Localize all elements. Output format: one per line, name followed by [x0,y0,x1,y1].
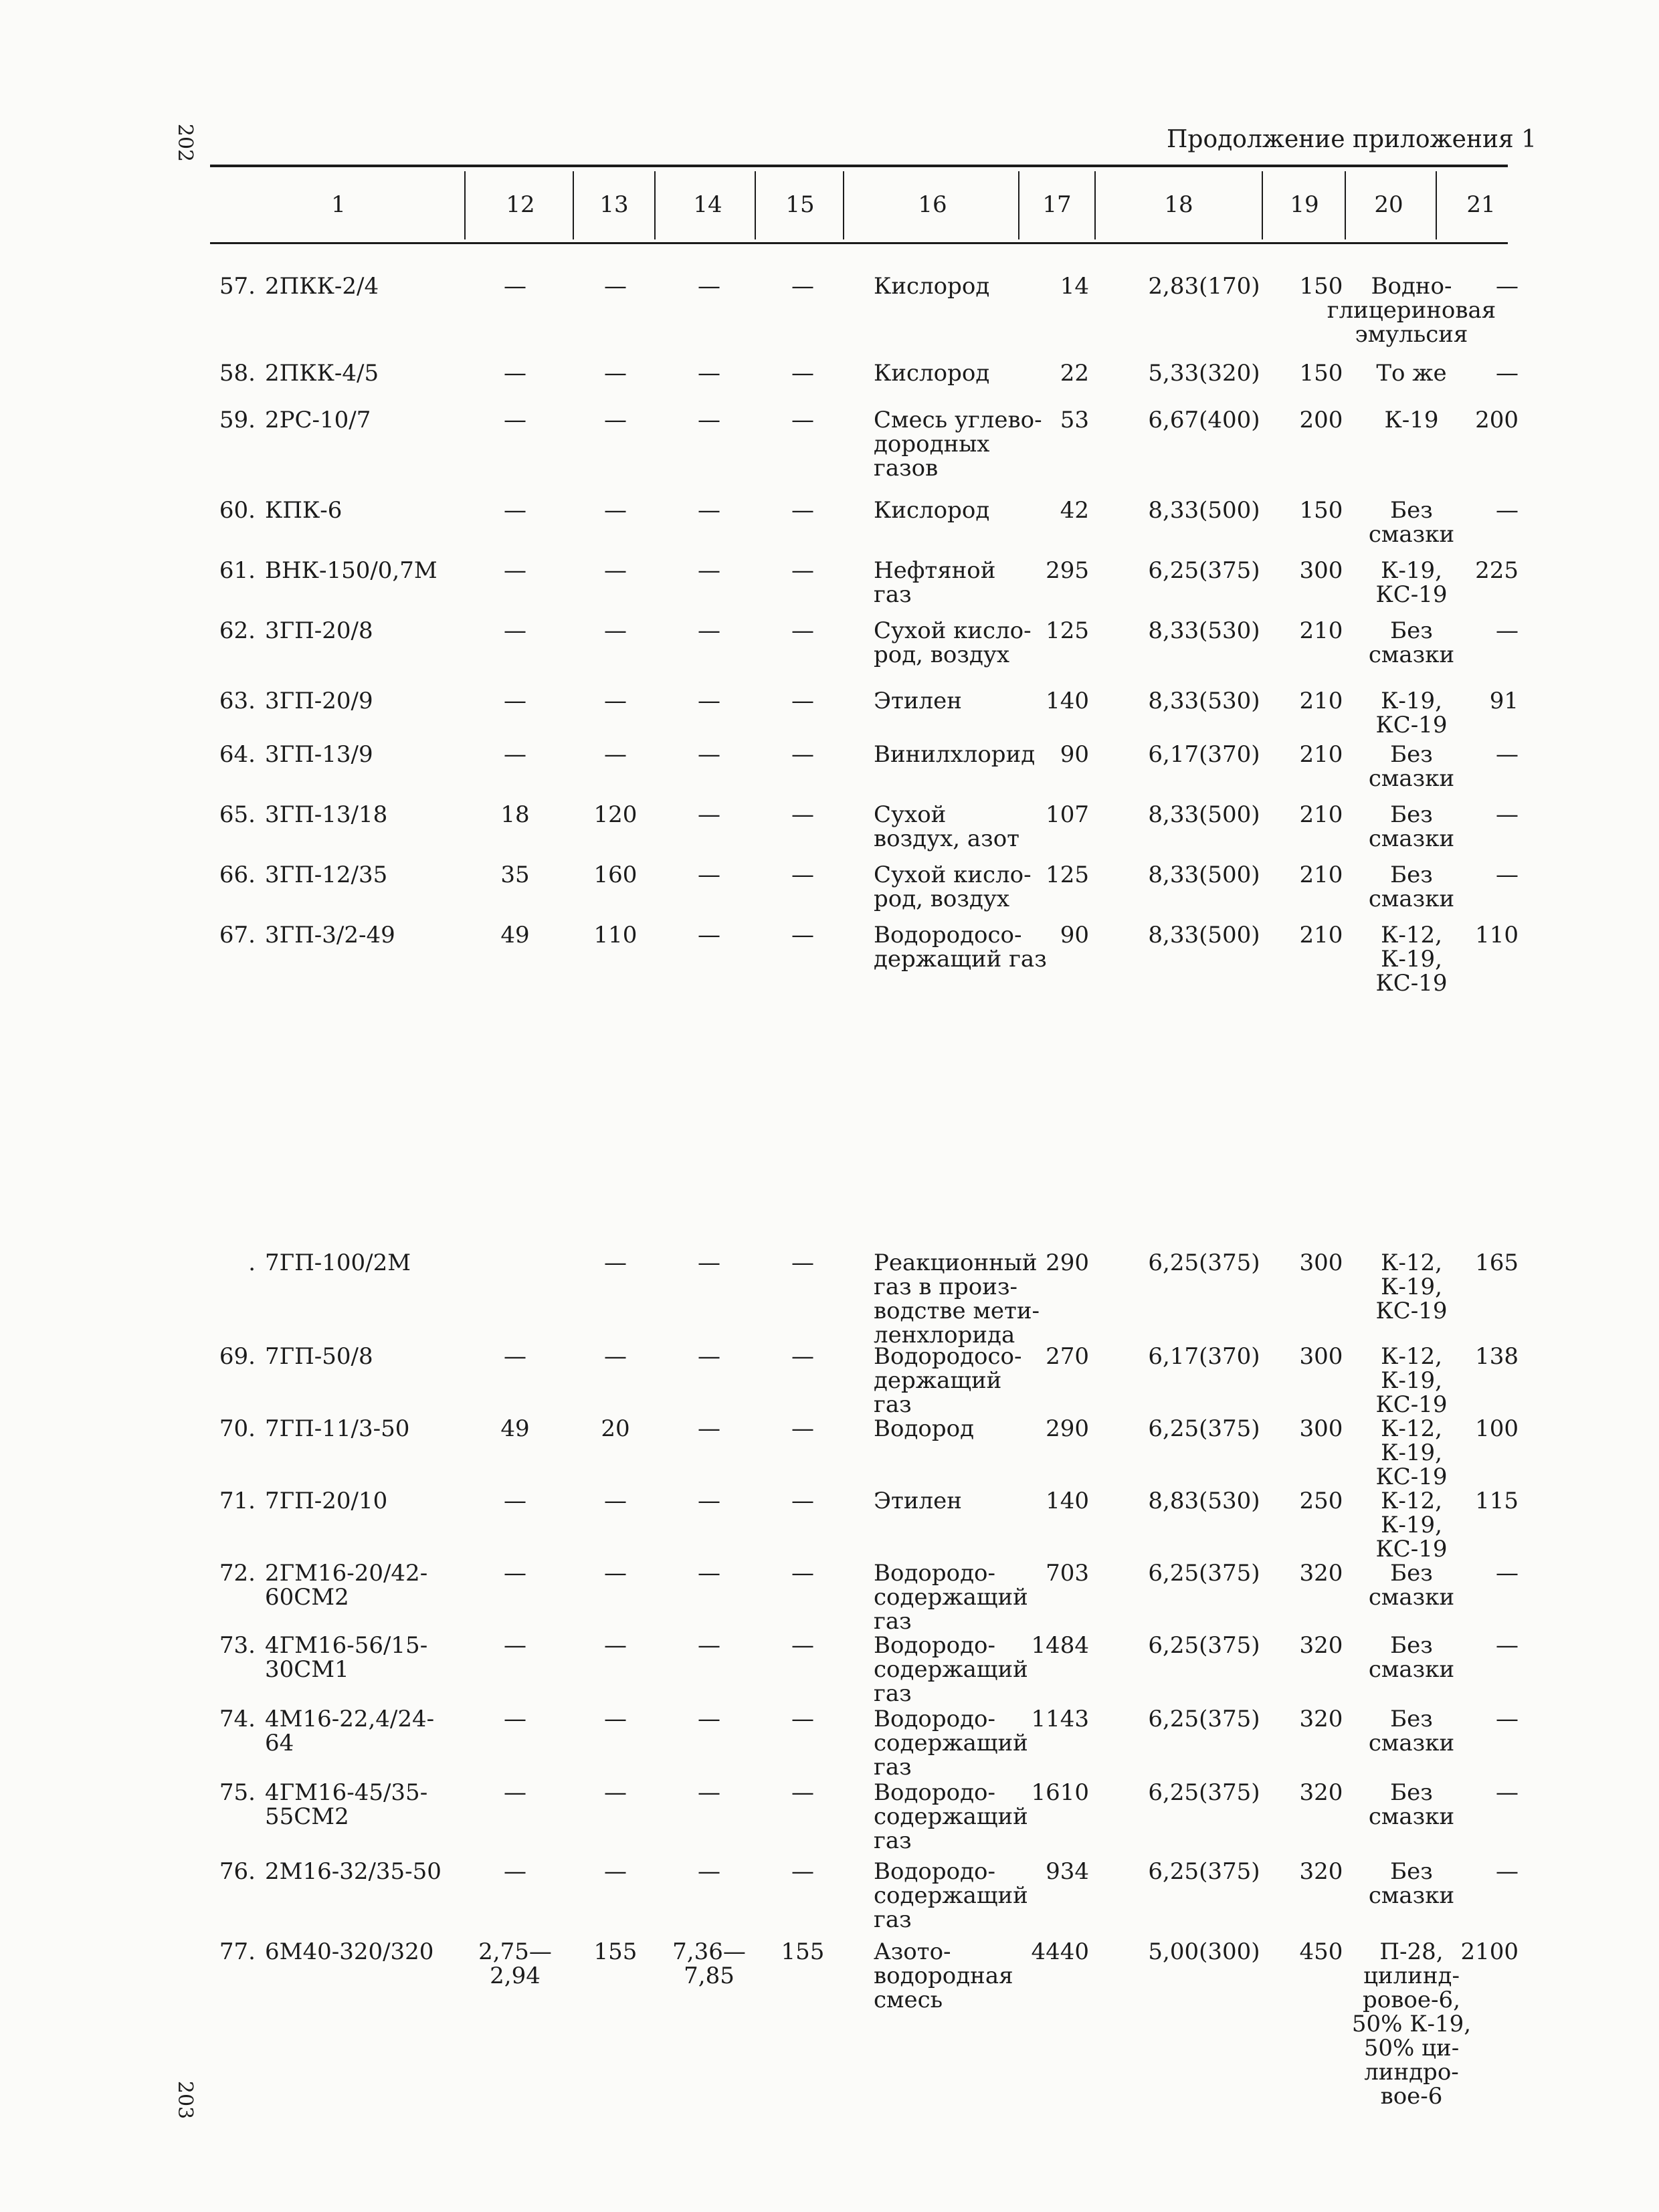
col-12-value: 49 [500,1415,530,1442]
col-19-value: 250 [1299,1488,1343,1514]
compressed-gas: Кислород [874,360,990,387]
col-13-value: — [604,273,627,300]
col-13-value: 20 [601,1415,630,1442]
col-17-value: 1143 [1031,1706,1089,1732]
col-14-value: — [698,407,720,433]
col-21-value: 200 [1475,407,1519,433]
col-13-value: — [604,1779,627,1806]
row-number: 58. [219,360,256,387]
col-19-value: 300 [1299,557,1343,584]
col-19-value: 300 [1299,1415,1343,1442]
lubricant: Без смазки [1368,497,1455,548]
compressor-model: 3ГП-20/8 [265,617,373,644]
row-number: 69. [219,1343,256,1370]
col-12-value: — [504,1560,526,1587]
col-19-value: 300 [1299,1343,1343,1370]
header-divider [573,171,574,239]
row-number: 73. [219,1632,256,1659]
col-12-value: — [504,1858,526,1885]
col-14-value: — [698,497,720,524]
col-13-value: — [604,1560,627,1587]
col-13-value: — [604,1343,627,1370]
col-14-value: — [698,862,720,888]
compressor-model: КПК-6 [265,497,343,524]
row-number: 66. [219,862,256,888]
col-15-value: — [791,1632,814,1659]
header-divider [755,171,756,239]
lubricant: Без смазки [1368,617,1455,668]
column-header: 20 [1374,191,1403,218]
col-13-value: — [604,688,627,714]
compressor-model: 7ГП-50/8 [265,1343,373,1370]
col-15-value: — [791,688,814,714]
col-19-value: 210 [1299,801,1343,828]
col-14-value: — [698,1343,720,1370]
lubricant: Без смазки [1368,741,1455,792]
col-17-value: 4440 [1031,1938,1089,1965]
col-19-value: 450 [1299,1938,1343,1965]
col-15-value: — [791,1858,814,1885]
col-19-value: 320 [1299,1779,1343,1806]
col-19-value: 210 [1299,617,1343,644]
col-17-value: 107 [1046,801,1089,828]
col-21-value: — [1496,1858,1519,1885]
column-header: 19 [1290,191,1319,218]
col-14-value: — [698,922,720,948]
compressed-gas: Смесь углево- дородных газов [874,407,1042,482]
page-caption: Продолжение приложения 1 [1167,126,1537,153]
compressor-model: 3ГП-12/35 [265,862,388,888]
row-number: 64. [219,741,256,768]
col-18-value: 8,83(530) [1148,1488,1260,1514]
col-21-value: — [1496,497,1519,524]
col-15-value: — [791,922,814,948]
col-17-value: 90 [1060,741,1089,768]
col-17-value: 125 [1046,862,1089,888]
col-14-value: — [698,688,720,714]
col-15-value: — [791,1249,814,1276]
col-18-value: 8,33(500) [1148,497,1260,524]
lubricant: К-12, К-19, КС-19 [1375,1249,1448,1324]
col-17-value: 90 [1060,922,1089,948]
compressed-gas: Сухой кисло- род, воздух [874,617,1032,668]
header-divider [843,171,844,239]
compressed-gas: Водородосо- держащий газ [874,1343,1022,1418]
col-18-value: 6,25(375) [1148,1415,1260,1442]
col-14-value: — [698,1249,720,1276]
col-17-value: 290 [1046,1415,1089,1442]
compressor-model: 3ГП-13/18 [265,801,388,828]
col-18-value: 6,25(375) [1148,1858,1260,1885]
header-divider [654,171,656,239]
col-14-value: — [698,1706,720,1732]
lubricant: Без смазки [1368,1858,1455,1909]
col-13-value: 155 [593,1938,638,1965]
lubricant: К-12, К-19, КС-19 [1375,1415,1448,1490]
row-number: 75. [219,1779,256,1806]
col-17-value: 140 [1046,688,1089,714]
col-12-value: 2,75— 2,94 [478,1938,552,1989]
col-19-value: 300 [1299,1249,1343,1276]
col-21-value: — [1496,862,1519,888]
column-header: 18 [1164,191,1193,218]
col-12-value: — [504,1343,526,1370]
lubricant: Без смазки [1368,1779,1455,1830]
header-divider [1436,171,1437,239]
row-number: 59. [219,407,256,433]
row-number: 70. [219,1415,256,1442]
col-18-value: 6,25(375) [1148,557,1260,584]
compressor-model: ВНК-150/0,7М [265,557,437,584]
col-12-value: — [504,741,526,768]
col-18-value: 6,25(375) [1148,1706,1260,1732]
col-18-value: 6,25(375) [1148,1560,1260,1587]
col-13-value: 120 [593,801,638,828]
col-21-value: — [1496,1779,1519,1806]
compressed-gas: Сухой кисло- род, воздух [874,862,1032,912]
lubricant: К-19 [1384,407,1439,433]
table-header-rule [210,242,1508,244]
compressor-model: 3ГП-20/9 [265,688,373,714]
col-19-value: 320 [1299,1560,1343,1587]
col-19-value: 320 [1299,1858,1343,1885]
col-15-value: — [791,801,814,828]
row-number: . [248,1249,256,1276]
col-21-value: — [1496,360,1519,387]
col-21-value: — [1496,801,1519,828]
col-15-value: — [791,557,814,584]
lubricant: К-19, КС-19 [1375,688,1448,738]
compressed-gas: Водородо- содержащий газ [874,1858,1028,1933]
col-21-value: 115 [1475,1488,1519,1514]
col-15-value: — [791,273,814,300]
col-14-value: — [698,741,720,768]
col-14-value: — [698,1779,720,1806]
col-12-value: — [504,273,526,300]
compressed-gas: Кислород [874,273,990,300]
compressed-gas: Водородо- содержащий газ [874,1560,1028,1635]
col-19-value: 200 [1299,407,1343,433]
row-number: 63. [219,688,256,714]
column-header: 21 [1466,191,1496,218]
col-15-value: — [791,1560,814,1587]
col-12-value: — [504,1706,526,1732]
col-18-value: 8,33(500) [1148,922,1260,948]
col-19-value: 150 [1299,497,1343,524]
col-12-value: — [504,688,526,714]
col-18-value: 5,00(300) [1148,1938,1260,1965]
header-divider [1094,171,1096,239]
col-13-value: 160 [593,862,638,888]
col-21-value: 138 [1475,1343,1519,1370]
compressed-gas: Сухой воздух, азот [874,801,1019,852]
compressed-gas: Этилен [874,688,962,714]
col-18-value: 5,33(320) [1148,360,1260,387]
col-18-value: 6,17(370) [1148,741,1260,768]
column-header: 14 [693,191,722,218]
col-18-value: 2,83(170) [1148,273,1260,300]
column-header: 1 [331,191,346,218]
col-18-value: 6,67(400) [1148,407,1260,433]
col-13-value: — [604,1249,627,1276]
col-14-value: — [698,557,720,584]
col-13-value: — [604,1488,627,1514]
compressed-gas: Водородо- содержащий газ [874,1779,1028,1854]
col-13-value: — [604,741,627,768]
col-14-value: — [698,1858,720,1885]
lubricant: К-12, К-19, КС-19 [1375,1343,1448,1418]
page-number-top: 202 [173,123,197,163]
col-15-value: 155 [781,1938,825,1965]
col-15-value: — [791,862,814,888]
col-17-value: 14 [1060,273,1089,300]
col-19-value: 320 [1299,1632,1343,1659]
col-14-value: — [698,1632,720,1659]
col-19-value: 210 [1299,922,1343,948]
lubricant: То же [1376,360,1447,387]
header-divider [464,171,466,239]
col-17-value: 295 [1046,557,1089,584]
col-21-value: 100 [1475,1415,1519,1442]
compressor-model: 2М16-32/35-50 [265,1858,442,1885]
compressed-gas: Этилен [874,1488,962,1514]
col-21-value: 2100 [1460,1938,1519,1965]
col-17-value: 290 [1046,1249,1089,1276]
row-number: 74. [219,1706,256,1732]
col-14-value: — [698,360,720,387]
lubricant: Без смазки [1368,1560,1455,1611]
row-number: 77. [219,1938,256,1965]
col-15-value: — [791,1488,814,1514]
col-15-value: — [791,1415,814,1442]
column-header: 17 [1042,191,1072,218]
col-14-value: — [698,1488,720,1514]
row-number: 76. [219,1858,256,1885]
col-18-value: 8,33(500) [1148,862,1260,888]
col-12-value: 18 [500,801,530,828]
compressor-model: 2ПКК-2/4 [265,273,379,300]
lubricant: Без смазки [1368,1632,1455,1683]
col-14-value: — [698,273,720,300]
col-19-value: 320 [1299,1706,1343,1732]
col-21-value: — [1496,741,1519,768]
lubricant: Без смазки [1368,1706,1455,1756]
column-header: 16 [918,191,947,218]
compressed-gas: Кислород [874,497,990,524]
col-12-value: 35 [500,862,530,888]
compressed-gas: Водородо- содержащий газ [874,1706,1028,1781]
col-18-value: 8,33(530) [1148,617,1260,644]
compressor-model: 4ГМ16-45/35- 55СМ2 [265,1779,428,1830]
col-14-value: 7,36— 7,85 [672,1938,746,1989]
col-12-value: — [504,1488,526,1514]
col-18-value: 6,25(375) [1148,1632,1260,1659]
column-header: 13 [599,191,629,218]
compressor-model: 3ГП-13/9 [265,741,373,768]
col-21-value: 91 [1489,688,1519,714]
col-17-value: 1610 [1031,1779,1089,1806]
col-21-value: 165 [1475,1249,1519,1276]
col-14-value: — [698,617,720,644]
col-18-value: 6,25(375) [1148,1779,1260,1806]
col-17-value: 125 [1046,617,1089,644]
row-number: 67. [219,922,256,948]
col-21-value: — [1496,617,1519,644]
compressed-gas: Водородо- содержащий газ [874,1632,1028,1707]
col-21-value: — [1496,1706,1519,1732]
col-19-value: 150 [1299,360,1343,387]
col-19-value: 150 [1299,273,1343,300]
row-number: 62. [219,617,256,644]
col-13-value: 110 [593,922,638,948]
col-12-value: — [504,617,526,644]
col-21-value: 225 [1475,557,1519,584]
col-15-value: — [791,617,814,644]
col-17-value: 53 [1060,407,1089,433]
col-21-value: 110 [1475,922,1519,948]
column-header: 12 [506,191,535,218]
col-14-value: — [698,1415,720,1442]
compressor-model: 3ГП-3/2-49 [265,922,395,948]
col-12-value: 49 [500,922,530,948]
col-21-value: — [1496,273,1519,300]
col-15-value: — [791,1343,814,1370]
col-13-value: — [604,360,627,387]
col-19-value: 210 [1299,688,1343,714]
compressed-gas: Винилхлорид [874,741,1036,768]
compressor-model: 7ГП-11/3-50 [265,1415,410,1442]
col-17-value: 934 [1046,1858,1089,1885]
compressor-model: 7ГП-20/10 [265,1488,388,1514]
col-18-value: 8,33(530) [1148,688,1260,714]
col-15-value: — [791,741,814,768]
col-13-value: — [604,1632,627,1659]
col-12-value: — [504,1779,526,1806]
row-number: 72. [219,1560,256,1587]
col-17-value: 140 [1046,1488,1089,1514]
compressed-gas: Водородосо- держащий газ [874,922,1047,973]
compressor-model: 7ГП-100/2М [265,1249,411,1276]
col-18-value: 6,17(370) [1148,1343,1260,1370]
compressed-gas: Нефтяной газ [874,557,996,608]
col-15-value: — [791,1779,814,1806]
col-14-value: — [698,801,720,828]
col-15-value: — [791,407,814,433]
col-21-value: — [1496,1632,1519,1659]
lubricant: П-28, цилинд- ровое-6, 50% К-19, 50% ци- линдро- вое-6 [1351,1938,1472,2110]
col-18-value: 8,33(500) [1148,801,1260,828]
col-13-value: — [604,557,627,584]
row-number: 71. [219,1488,256,1514]
header-divider [1262,171,1263,239]
compressor-model: 2ПКК-4/5 [265,360,379,387]
col-19-value: 210 [1299,862,1343,888]
compressed-gas: Азото- водородная смесь [874,1938,1013,2013]
col-13-value: — [604,1706,627,1732]
header-divider [1345,171,1346,239]
row-number: 60. [219,497,256,524]
lubricant: Водно- глицериновая эмульсия [1327,273,1496,348]
lubricant: Без смазки [1368,801,1455,852]
compressor-model: 4М16-22,4/24- 64 [265,1706,435,1756]
col-17-value: 270 [1046,1343,1089,1370]
row-number: 57. [219,273,256,300]
page-number-bottom: 203 [173,2080,197,2120]
column-header: 15 [785,191,815,218]
lubricant: К-12, К-19, КС-19 [1375,922,1448,997]
col-15-value: — [791,497,814,524]
col-15-value: — [791,360,814,387]
compressor-model: 4ГМ16-56/15- 30СМ1 [265,1632,428,1683]
col-17-value: 1484 [1031,1632,1089,1659]
header-divider [1018,171,1019,239]
compressed-gas: Реакционный газ в произ- водстве мети- ленхлорида [874,1249,1040,1348]
col-17-value: 703 [1046,1560,1089,1587]
col-12-value: — [504,1632,526,1659]
table-top-rule [210,165,1508,167]
col-12-value: — [504,497,526,524]
col-15-value: — [791,1706,814,1732]
compressed-gas: Водород [874,1415,975,1442]
col-12-value: — [504,407,526,433]
col-13-value: — [604,617,627,644]
col-13-value: — [604,407,627,433]
col-14-value: — [698,1560,720,1587]
compressor-model: 2ГМ16-20/42- 60СМ2 [265,1560,428,1611]
col-19-value: 210 [1299,741,1343,768]
row-number: 61. [219,557,256,584]
lubricant: К-19, КС-19 [1375,557,1448,608]
compressor-model: 2РС-10/7 [265,407,371,433]
compressor-model: 6М40-320/320 [265,1938,434,1965]
col-17-value: 42 [1060,497,1089,524]
col-18-value: 6,25(375) [1148,1249,1260,1276]
col-21-value: — [1496,1560,1519,1587]
col-17-value: 22 [1060,360,1089,387]
lubricant: Без смазки [1368,862,1455,912]
row-number: 65. [219,801,256,828]
col-13-value: — [604,1858,627,1885]
col-12-value: — [504,360,526,387]
col-12-value: — [504,557,526,584]
col-13-value: — [604,497,627,524]
lubricant: К-12, К-19, КС-19 [1375,1488,1448,1563]
